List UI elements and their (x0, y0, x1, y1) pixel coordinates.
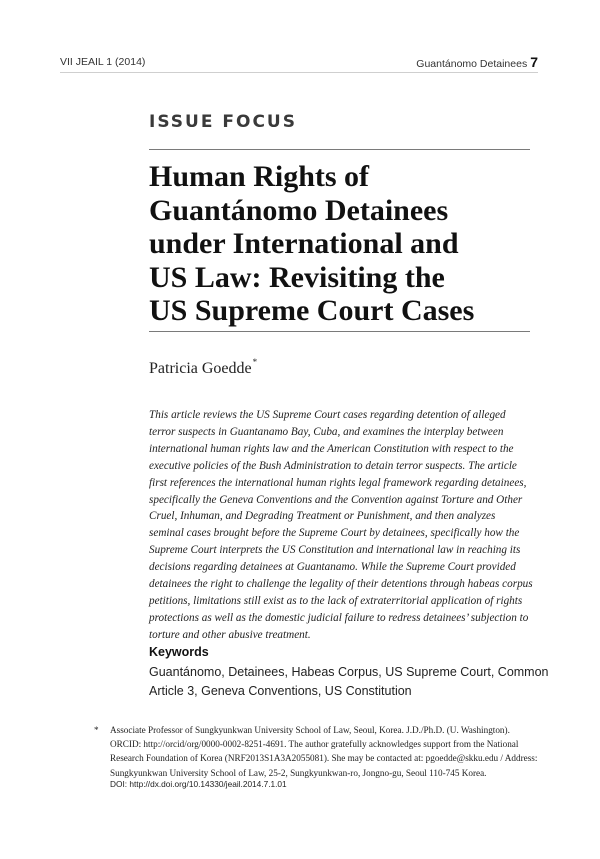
abstract-line: Supreme Court interprets the US Constitution and international law in reaching its (149, 544, 521, 557)
keywords-list (149, 663, 549, 701)
title-bottom-rule (149, 331, 530, 332)
abstract-line: decisions regarding detainees at Guantanamo. While the Supreme Court provided (149, 561, 516, 574)
title-line: Human Rights of (149, 160, 370, 193)
article-title (149, 160, 534, 328)
title-line: US Law: Revisiting the (149, 260, 445, 294)
abstract-line: seminal cases brought before the Supreme Court by detainees, specifically how the (149, 527, 520, 540)
title-top-rule (149, 149, 530, 150)
abstract-line: executive policies of the Bush Administration to detain terror suspects. The article (149, 459, 517, 472)
doi-link[interactable]: DOI: http://dx.doi.org/10.14330/jeail.2014.7.1.01 (110, 779, 287, 789)
abstract (149, 407, 534, 644)
abstract-line: specifically the Geneva Conventions and the Convention against Torture and Other (149, 493, 523, 506)
running-head (60, 54, 538, 73)
keywords-heading: Keywords (149, 645, 209, 659)
journal-citation: VII JEAIL 1 (2014) (60, 56, 146, 68)
footnote-line: Research Foundation of Korea (NRF2013S1A3A2055081). She may be contacted at: pgoedde@skku.edu / Address: (110, 753, 538, 764)
author-footnote (94, 723, 538, 780)
abstract-line: Cruel, Inhuman, and Degrading Treatment or Punishment, and then analyzes (149, 510, 496, 523)
footnote-marker: * (94, 725, 99, 735)
abstract-line: petitions, limitations still exist as to the lack of extraterritorial application of rights (149, 594, 523, 607)
keywords-line: Guantánomo, Detainees, Habeas Corpus, US Supreme Court, Common (149, 665, 549, 679)
keywords-line: Article 3, Geneva Conventions, US Constitution (149, 684, 412, 698)
title-line: Guantánomo Detainees (149, 193, 449, 227)
abstract-line: international human rights law and the American Constitution with respect to the (149, 442, 514, 455)
title-line: US Supreme Court Cases (149, 294, 475, 327)
running-title-text: Guantánomo Detainees (416, 58, 528, 70)
author-name: Patricia Goedde (149, 360, 252, 377)
abstract-line: detainees the right to challenge the legality of their detentions through habeas corpus (149, 578, 533, 591)
author-byline (149, 357, 257, 378)
footnote-text (110, 723, 538, 780)
footnote-line: ORCID: http://orcid/org/0000-0002-8251-4691. The author gratefully acknowledges support from the National (110, 739, 519, 750)
section-label: ISSUE FOCUS (149, 112, 297, 132)
abstract-line: first references the international human rights legal framework regarding detainees, (149, 476, 527, 489)
title-line: under International and (149, 227, 459, 260)
running-title (416, 54, 538, 70)
page-number: 7 (530, 54, 538, 70)
abstract-line: terror suspects in Guantanamo Bay, Cuba, and examines the interplay between (149, 425, 504, 438)
author-footnote-marker[interactable]: * (252, 357, 258, 367)
abstract-line: torture and other abusive treatment. (149, 628, 311, 641)
abstract-line: This article reviews the US Supreme Court cases regarding detention of alleged (149, 409, 506, 421)
footnote-line: Sungkyunkwan University School of Law, 25-2, Sungkyunkwan-ro, Jongno-gu, Seoul 110-745 Korea. (110, 767, 487, 778)
abstract-line: protections as well as the domestic judicial failure to redress detainees’ subjection to (149, 611, 529, 624)
footnote-line: Associate Professor of Sungkyunkwan University School of Law, Seoul, Korea. J.D./Ph.D. (U. Washington). (110, 725, 510, 735)
